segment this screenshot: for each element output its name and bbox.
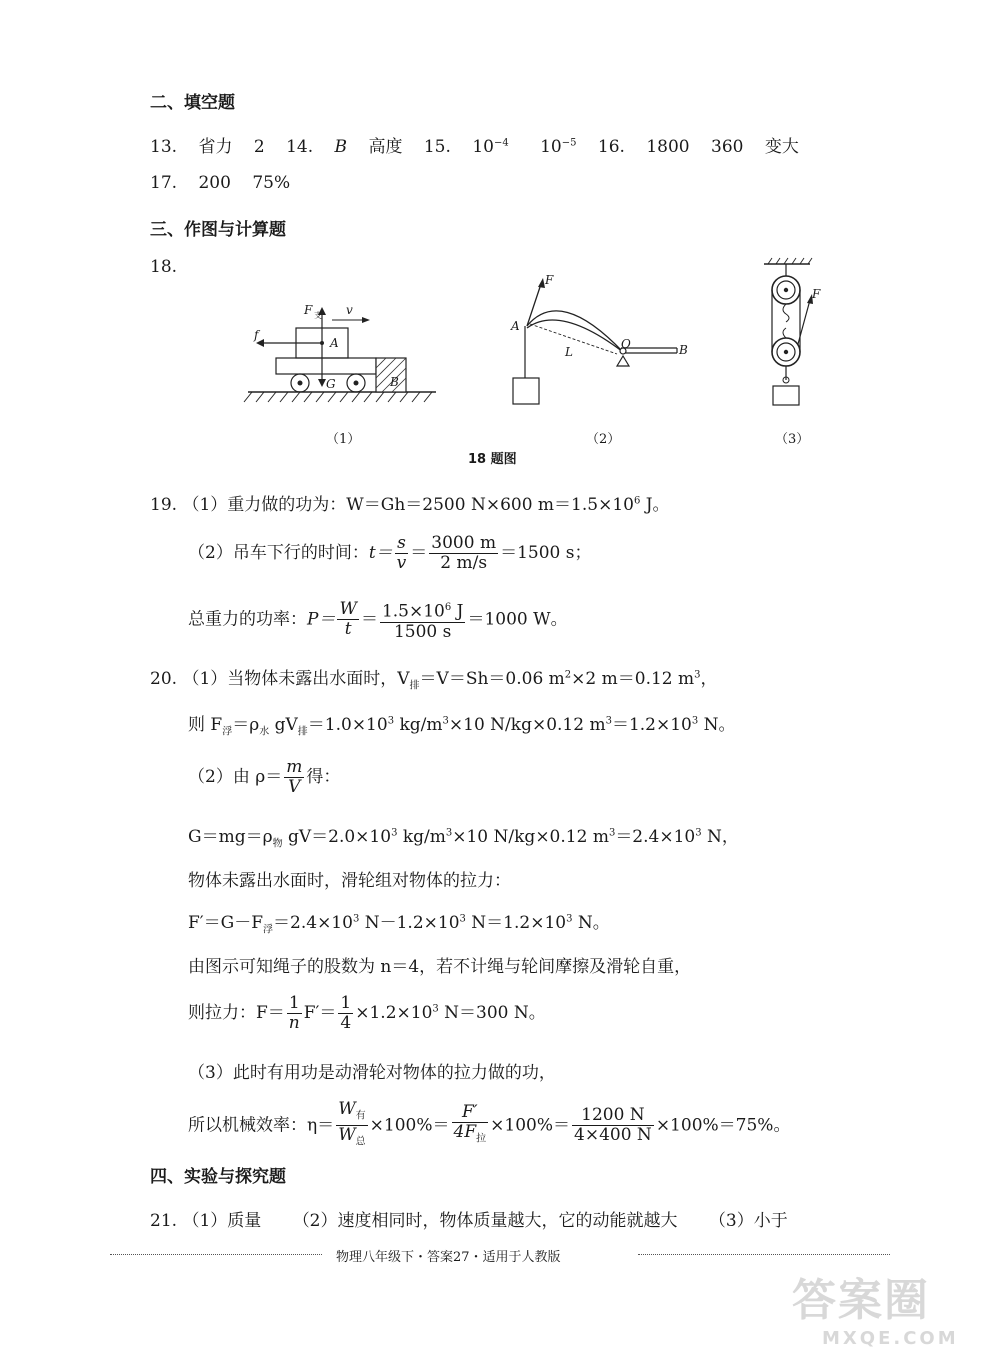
section-title-experiment: 四、实验与探究题 bbox=[150, 1167, 286, 1187]
fraction-W-over-t: $\frac{W}{t}$ bbox=[339, 599, 357, 640]
fraction-work-over-time: $\frac{1.5\times 10^6 J}{1500 s}$ bbox=[380, 598, 466, 642]
watermark-logo: 答案圈 MXQE.COM bbox=[792, 1275, 959, 1349]
fig18-2-lever-diagram bbox=[505, 268, 705, 413]
fig1-label-G: G bbox=[326, 377, 336, 391]
fig1-label-B: B bbox=[390, 375, 399, 389]
fig2-caption: （2） bbox=[586, 432, 621, 447]
fig2-label-F: F bbox=[545, 273, 554, 287]
fig1-label-F: F bbox=[304, 303, 313, 317]
section-title-drawing-calc: 三、作图与计算题 bbox=[150, 220, 286, 240]
fraction-1-over-n: $\frac{1}{n}$ bbox=[288, 993, 300, 1033]
q20-line-7: 由图示可知绳子的股数为 n＝4，若不计绳与轮间摩擦及滑轮自重， bbox=[188, 957, 692, 977]
fig2-label-B: B bbox=[679, 343, 688, 357]
q18-number: 18. bbox=[150, 257, 178, 277]
q20-line-5: 物体未露出水面时，滑轮组对物体的拉力： bbox=[188, 871, 511, 891]
q20-line-10: 所以机械效率：η＝ $\frac{W_有}{W_总}$ ×100%＝ $\frac{F'}{4F_拉}$ ×100%＝ $\frac{1200 N}{4\times 400 N}$ ×100%＝75%。 bbox=[188, 1100, 790, 1152]
fraction-distance-over-speed: $\frac{3000 m}{2 m/s}$ bbox=[431, 533, 497, 573]
q14-number: 14. bbox=[286, 137, 314, 157]
answers-17: 17. 200 75% bbox=[150, 173, 291, 193]
footer-dotted-rule-right bbox=[638, 1254, 890, 1255]
figure-title: 18 题图 bbox=[468, 452, 517, 467]
fig18-3-pulley-diagram bbox=[750, 256, 840, 412]
q20-line-9: （3）此时有用功是动滑轮对物体的拉力做的功， bbox=[188, 1063, 556, 1083]
q13-number: 13. bbox=[150, 137, 178, 157]
fig3-caption: （3） bbox=[775, 432, 810, 447]
fig2-label-L: L bbox=[565, 345, 573, 359]
footer-dotted-rule-left bbox=[110, 1254, 322, 1255]
fig2-label-A: A bbox=[511, 319, 520, 333]
fraction-m-over-V: $\frac{m}{V}$ bbox=[286, 757, 303, 797]
fraction-1-over-4: $\frac{1}{4}$ bbox=[340, 993, 352, 1033]
fraction-F-prime-over-4F: $\frac{F'}{4F_拉}$ bbox=[453, 1102, 487, 1145]
fig3-label-F: F bbox=[812, 287, 821, 301]
q21-line: 21. （1）质量 （2）速度相同时，物体质量越大，它的动能就越大 （3）小于 bbox=[150, 1211, 788, 1231]
q15-number: 15. bbox=[423, 137, 451, 157]
q20-line-1: 20. （1）当物体未露出水面时，$V_排=V=Sh=0.06$ $m^2\times 2$ m＝0.12 $m^3$， bbox=[150, 669, 718, 692]
fig1-caption: （1） bbox=[326, 432, 361, 447]
fig1-label-A: A bbox=[330, 336, 339, 350]
footer-text: 物理八年级下・答案27・适用于人教版 bbox=[336, 1250, 561, 1265]
fig1-label-v: v bbox=[346, 303, 353, 317]
q19-number: 19. bbox=[150, 495, 178, 515]
q20-line-4: $G=mg=\rho_物$ $gV=2.0\times 10^3$ $kg/m^3\times 10$ N/kg×0.12 $m^3=2.4\times 10^3$ N， bbox=[188, 827, 739, 850]
fraction-s-over-v: $\frac{s}{v}$ bbox=[396, 533, 407, 573]
q17-number: 17. bbox=[150, 173, 178, 193]
q20-number: 20. bbox=[150, 669, 178, 689]
q20-line-3: （2）由 ρ＝ $\frac{m}{V}$ 得： bbox=[188, 757, 341, 797]
q19-line-3: 总重力的功率：P＝ $\frac{W}{t}$ ＝ $\frac{1.5\times 10^6 J}{1500 s}$ ＝1000 W。 bbox=[188, 599, 568, 642]
fig1-label-f: f bbox=[254, 328, 259, 342]
fig2-label-O: O bbox=[621, 337, 631, 351]
fig1-label-F-sub: 支 bbox=[314, 311, 322, 320]
fraction-useful-over-total-work: $\frac{W_有}{W_总}$ bbox=[338, 1099, 366, 1148]
q16-number: 16. bbox=[597, 137, 625, 157]
q19-line-2: （2）吊车下行的时间：t＝ $\frac{s}{v}$ ＝ $\frac{3000 m}{2 m/s}$ ＝1500 s； bbox=[188, 533, 592, 573]
answers-13-16: 13. 省力 2 14. B 高度 15. $10^{-4}$ $10^{-5}$ 16. 1800 360 变大 bbox=[150, 137, 799, 157]
q20-line-6: $F'=G-F_浮=2.4\times 10^3$ $N-1.2\times 10^3$ $N=1.2\times 10^3$ N。 bbox=[188, 913, 610, 936]
q21-number: 21. bbox=[150, 1211, 178, 1231]
q19-line-1: 19. （1）重力做的功为：W＝Gh＝2500 N×600 $m=1.5\times 10^6$ J。 bbox=[150, 495, 670, 515]
q20-line-8: 则拉力：F＝ $\frac{1}{n}$ F′＝ $\frac{1}{4}$ $\times 1.2\times 10^3$ N＝300 N。 bbox=[188, 993, 546, 1033]
section-title-fill-in: 二、填空题 bbox=[150, 93, 235, 113]
q20-line-2: 则 $F_浮=\rho_水$ $gV_排=1.0\times 10^3$ $kg/m^3\times 10$ N/kg×0.12 $m^3=1.2\times 10^3$ N。 bbox=[188, 715, 736, 738]
fig18-1-cart-diagram bbox=[240, 296, 440, 416]
fraction-1200-over-1600: $\frac{1200 N}{4\times 400 N}$ bbox=[574, 1105, 652, 1146]
